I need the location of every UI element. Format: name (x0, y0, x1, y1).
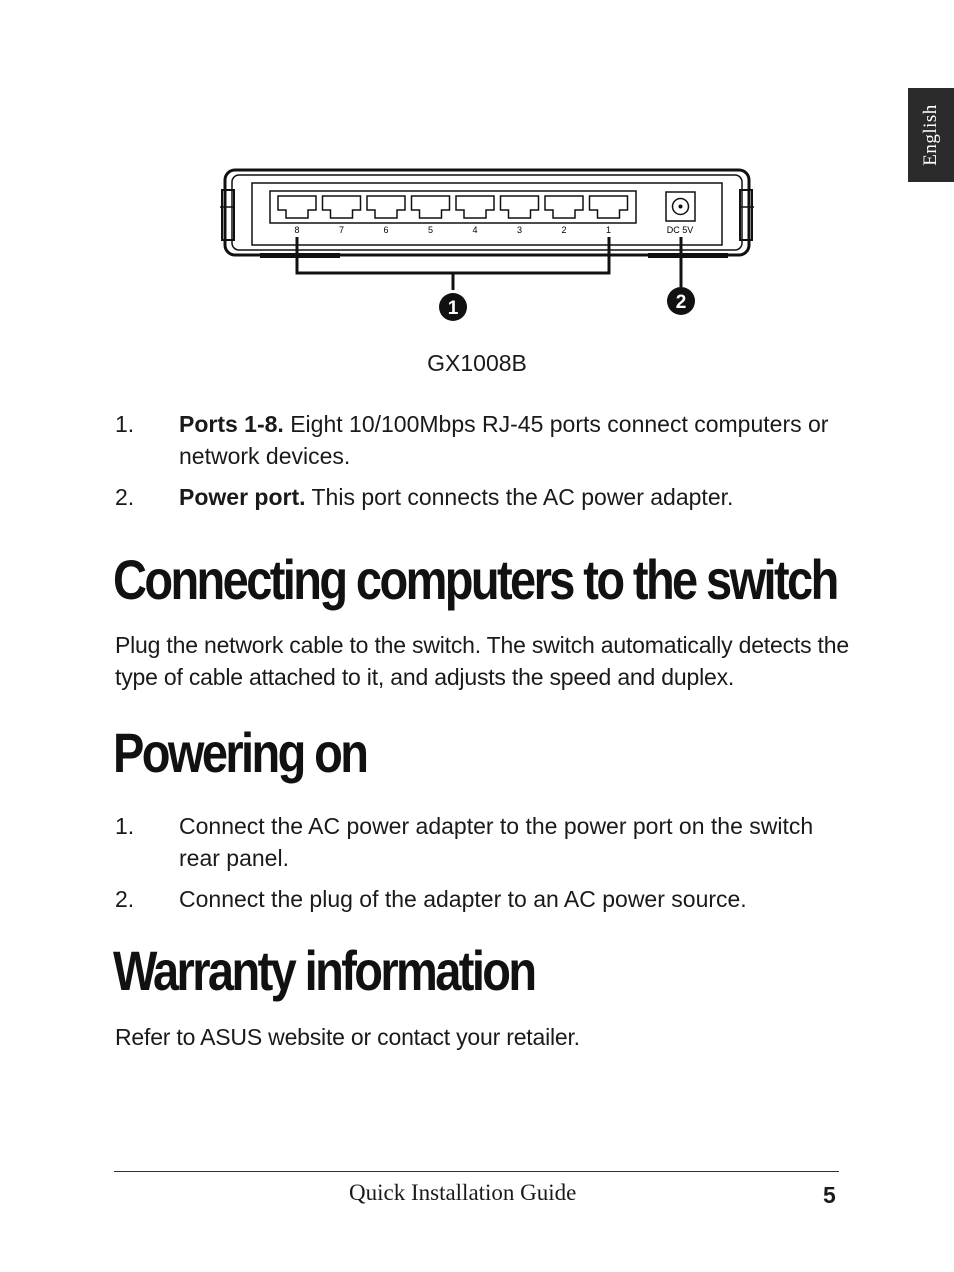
connecting-body: Plug the network cable to the switch. The switch automatically detects the type of cable attached to it, and adjusts the speed and duplex. (115, 632, 849, 690)
rj45-port (323, 196, 361, 218)
item-description: Eight 10/100Mbps RJ-45 ports connect computers or network devices. (179, 411, 829, 469)
ports-list-item-2 (115, 481, 845, 513)
page-number: 5 (823, 1182, 836, 1208)
callout-2-number: 2 (675, 292, 687, 313)
rj45-port (367, 196, 405, 218)
port-number-label: 3 (516, 225, 523, 235)
rj45-port (456, 196, 494, 218)
language-tab-label: English (920, 104, 941, 166)
list-number: 2. (115, 484, 135, 510)
warranty-body: Refer to ASUS website or contact your retailer. (115, 1024, 580, 1050)
rj45-port (412, 196, 450, 218)
item-term: Ports 1-8. (179, 411, 284, 437)
heading-connecting: Connecting computers to the switch (113, 548, 837, 611)
item-term: Power port. (179, 484, 306, 510)
switch-rear-panel-figure (220, 165, 760, 335)
port-number-label: 4 (472, 225, 478, 235)
callout-1-number: 1 (447, 298, 459, 319)
powering-step-1 (115, 810, 845, 874)
port-number-label: 2 (561, 225, 567, 235)
language-tab (908, 88, 954, 182)
step-text: Connect the AC power adapter to the power port on the switch rear panel. (179, 813, 814, 871)
footer-guide-title: Quick Installation Guide (349, 1180, 577, 1205)
figure-caption: GX1008B (427, 350, 527, 376)
heading-warranty: Warranty information (113, 939, 535, 1002)
switch-diagram (220, 165, 760, 335)
port-number-label: 8 (294, 225, 300, 235)
power-port-label: DC 5V (666, 225, 694, 235)
item-description: This port connects the AC power adapter. (305, 484, 734, 510)
footer-divider (114, 1171, 839, 1172)
port-number-label: 1 (605, 225, 612, 235)
list-number: 1. (115, 813, 135, 839)
list-number: 1. (115, 411, 135, 437)
powering-step-2 (115, 883, 845, 915)
ports-list-item-1 (115, 408, 845, 472)
heading-powering-on: Powering on (113, 721, 367, 784)
rj45-port (501, 196, 539, 218)
step-text: Connect the plug of the adapter to an AC power source. (179, 886, 747, 912)
port-number-label: 6 (383, 225, 389, 235)
rj45-port (590, 196, 628, 218)
list-number: 2. (115, 886, 135, 912)
port-number-label: 5 (427, 225, 434, 235)
port-number-label: 7 (338, 225, 345, 235)
rj45-port (278, 196, 316, 218)
rj45-port (545, 196, 583, 218)
